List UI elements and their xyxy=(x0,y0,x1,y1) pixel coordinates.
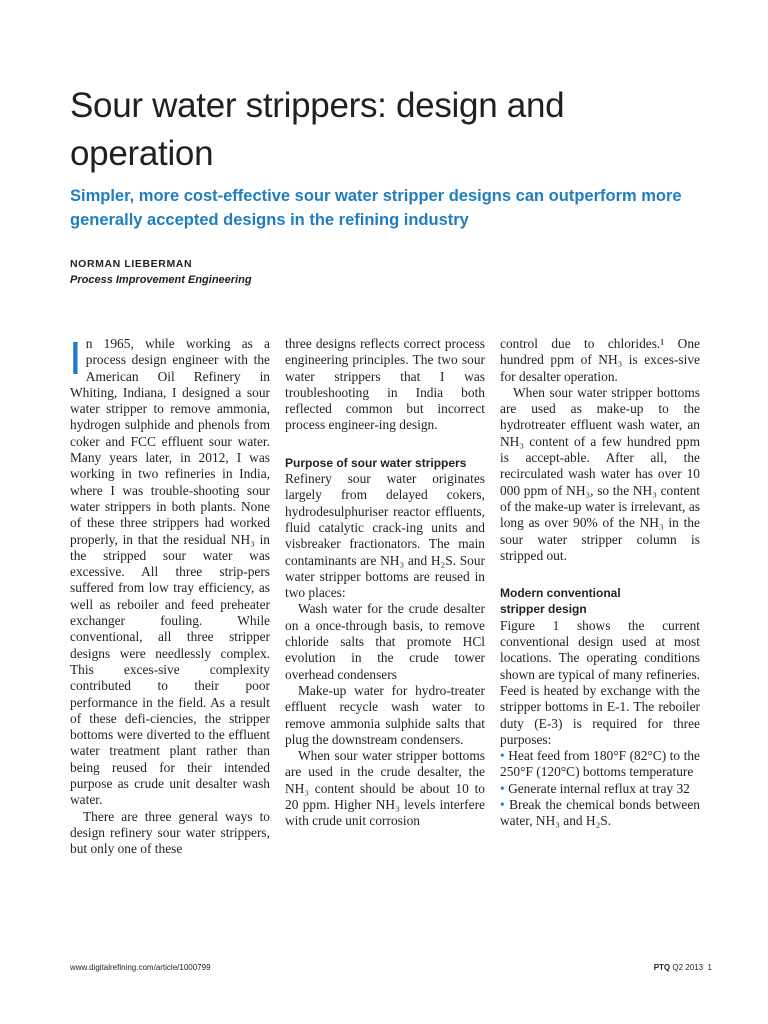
body-column-3 xyxy=(500,336,700,830)
paragraph: control due to chlorides.¹ One hundred ppm of NH₃ is exces-sive for desalter operation. xyxy=(500,336,700,384)
bullet-icon: • xyxy=(500,748,505,764)
bullet-text: Generate internal reflux at tray 32 xyxy=(508,780,690,796)
paragraph: Make-up water for hydro-treater effluent recycle wash water to remove ammonia sulphide salts that plug the downstream condensers. xyxy=(285,682,485,747)
paragraph: When sour water stripper bottoms are used in the crude desalter, the NH₃ content should be about 10 to 20 ppm. Higher NH₃ levels interfere with crude unit corrosion xyxy=(285,748,485,829)
footer-url[interactable]: www.digitalrefining.com/article/1000799 xyxy=(70,963,211,972)
page-number: 1 xyxy=(707,963,712,972)
article-title: Sour water strippers: design and operation xyxy=(70,86,565,173)
paragraph: Figure 1 shows the current conventional design used at most locations. The operating conditions shown are typical of many refineries. Feed is heated by exchange with the stripper bottoms in E-1. The reboiler duty (E-3) is required for three purposes: xyxy=(500,617,700,747)
drop-cap: I xyxy=(69,332,82,384)
bullet-icon: • xyxy=(500,780,505,796)
bullet-text: Heat feed from 180°F (82°C) to the 250°F (120°C) bottoms temperature xyxy=(500,748,700,780)
author-name: NORMAN LIEBERMAN xyxy=(70,258,193,270)
section-heading: Purpose of sour water strippers xyxy=(285,455,467,470)
author-affiliation: Process Improvement Engineering xyxy=(70,274,252,286)
body-column-1 xyxy=(69,332,270,858)
paragraph: There are three general ways to design refinery sour water strippers, but only one of these xyxy=(70,808,270,857)
journal-name: PTQ xyxy=(653,963,671,972)
bullet-item xyxy=(500,781,700,797)
bullet-icon: • xyxy=(500,797,505,813)
paragraph-text: n 1965, while working as a process design engineer with the American Oil Refinery in Whiting, Indiana, I designed a sour water stripper to remove ammonia, hydrogen sulphide and phenols from coker and FCC effluent sour water. Many years later, in 2012, I was working in two refineries in India, where I was trouble-shooting sour water strippers in both plants. None of these three strippers had worked properly, in that the residual NH₃ in the stripped sour water was excessive. All three strip-pers suffered from low tray efficiency, as well as reboiler and feed preheater exchanger fouling. While conventional, all three stripper designs were needlessly complex. This exces-sive complexity contributed to their poor performance in the field. As a result of these defi-ciencies, the stripper bottoms were diverted to the effluent water treatment plant rather than being reused for their intended purpose as crude unit desalter wash water. xyxy=(70,336,270,808)
bullet-item xyxy=(500,748,700,781)
paragraph: When sour water stripper bottoms are used as make-up to the hydrotreater effluent wash water, an NH₃ content of a few hundred ppm is accept-able. After all, the recirculated wash water has over 10 000 ppm of NH₃, so the NH₃ content of the make-up water is irrelevant, as long as over 90% of the NH₃ in the sour water stripper column is stripped out. xyxy=(500,384,700,563)
paragraph: Refinery sour water originates largely from delayed cokers, hydrodesulphuriser reactor effluents, fluid catalytic crack-ing units and visbreaker fractionators. The main contaminants are NH₃ and H₂S. Sour water stripper bottoms are reused in two places: xyxy=(285,471,485,601)
paragraph: Wash water for the crude desalter on a once-through basis, to remove chloride salts that promote HCl evolution in the crude tower overhead condensers xyxy=(285,601,485,682)
bullet-item xyxy=(500,797,700,830)
section-heading-line: stripper design xyxy=(500,602,587,617)
paragraph: three designs reflects correct process engineering principles. The two sour water strippers that I was troubleshooting in India both reflected common but incorrect process engineer-ing design. xyxy=(285,336,485,433)
paragraph xyxy=(69,332,270,809)
issue-label: Q2 2013 xyxy=(672,963,704,972)
section-heading xyxy=(500,585,700,618)
body-column-2 xyxy=(285,336,485,830)
article-subtitle: Simpler, more cost-effective sour water stripper designs can outperform more generally accepted designs in the refining industry xyxy=(70,187,682,229)
footer-issue xyxy=(654,963,712,972)
bullet-text: Break the chemical bonds between water, NH₃ and H₂S. xyxy=(500,797,700,829)
section-heading-line: Modern conventional xyxy=(500,586,621,601)
